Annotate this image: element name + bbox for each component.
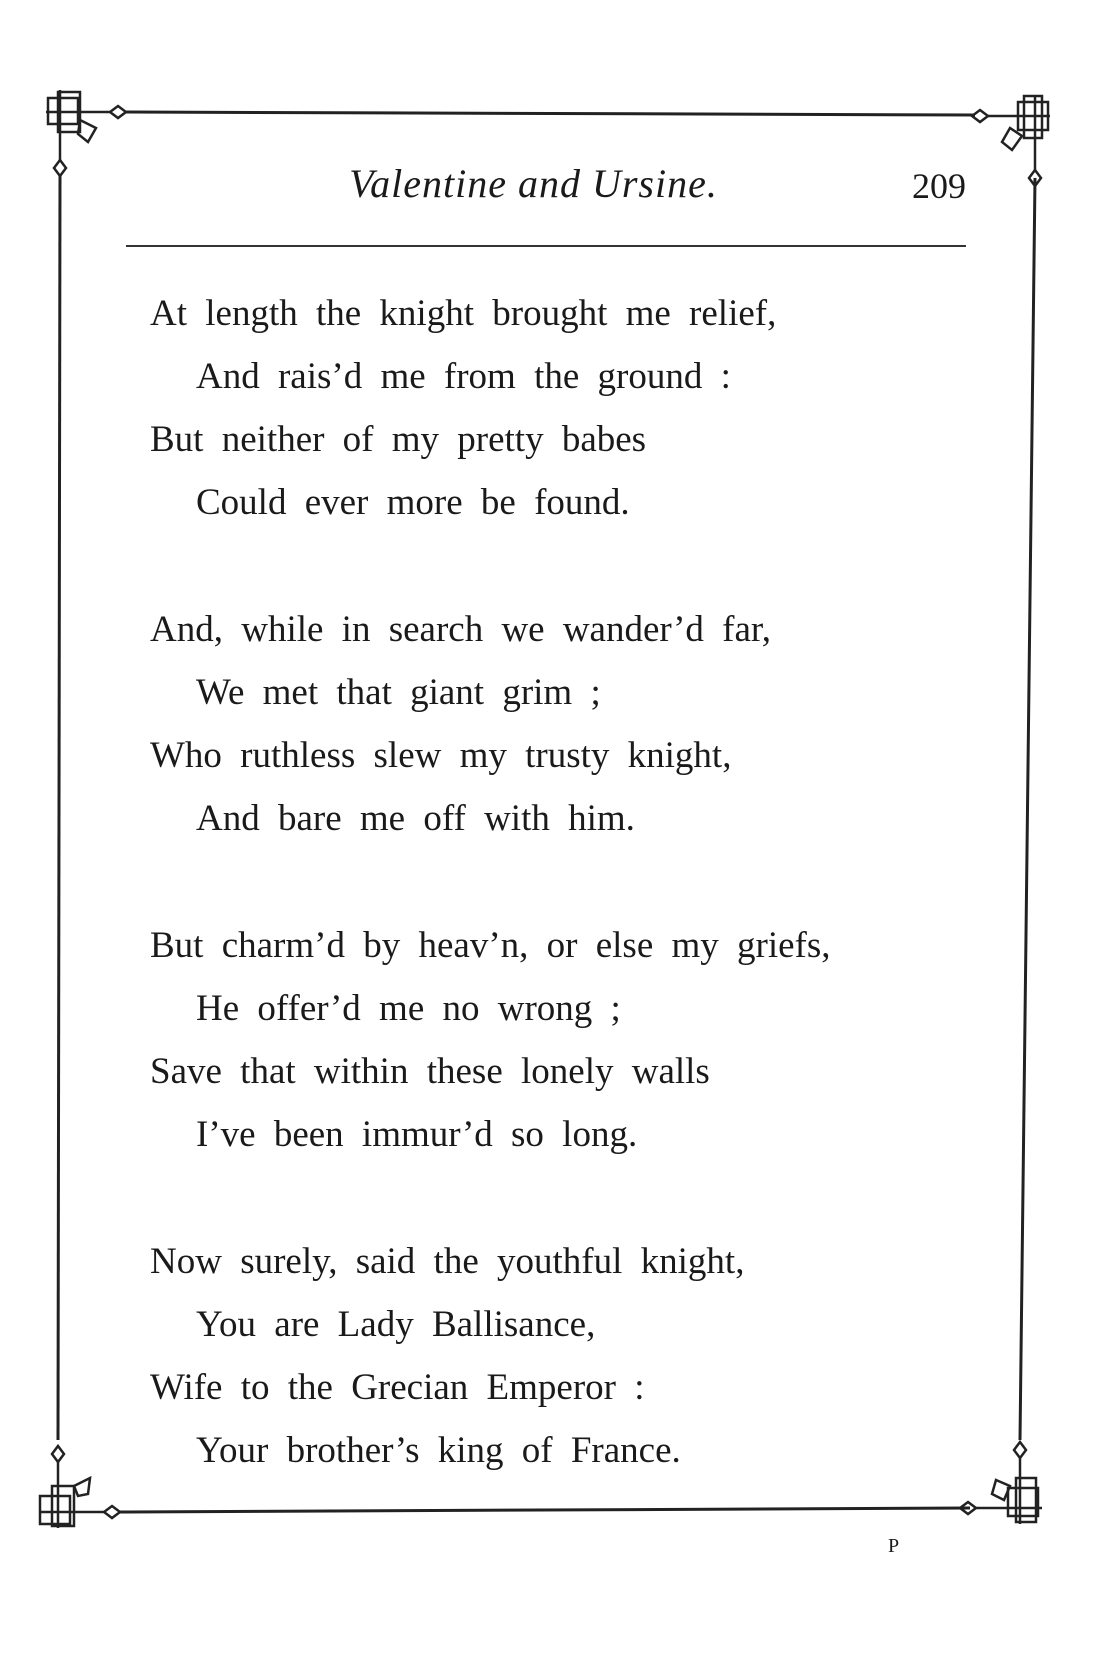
- stanza-4: [150, 1230, 970, 1482]
- poem-body: [150, 282, 970, 1482]
- border-bottom-line: [118, 1508, 970, 1512]
- border-left-line: [58, 175, 60, 1440]
- stanza-2: [150, 598, 970, 850]
- verse-line: Your brother’s king of France.: [196, 1430, 681, 1471]
- verse-line: And rais’d me from the ground :: [196, 356, 731, 397]
- verse-line: We met that giant grim ;: [196, 672, 601, 713]
- verse-line: And bare me off with him.: [196, 798, 635, 839]
- verse-line: He offer’d me no wrong ;: [196, 988, 621, 1029]
- verse-line: You are Lady Ballisance,: [196, 1304, 596, 1345]
- stanza-1: [150, 282, 970, 534]
- stanza-3: [150, 914, 970, 1166]
- header-title-text: Valentine and Ursine.: [349, 161, 718, 206]
- verse-line: Could ever more be found.: [196, 482, 630, 523]
- border-top-line: [125, 112, 975, 115]
- header-rule: [126, 245, 966, 247]
- page-number: 209: [912, 166, 966, 206]
- border-right-line: [1020, 178, 1035, 1440]
- verse-line: Save that within these lonely walls: [150, 1051, 710, 1092]
- verse-line: But neither of my pretty babes: [150, 419, 647, 460]
- verse-line: At length the knight brought me relief,: [150, 293, 777, 334]
- verse-line: And, while in search we wander’d far,: [150, 609, 771, 650]
- verse-line: Who ruthless slew my trusty knight,: [150, 735, 732, 776]
- verse-line: Wife to the Grecian Emperor :: [150, 1367, 645, 1408]
- verse-line: Now surely, said the youthful knight,: [150, 1241, 745, 1282]
- verse-line: But charm’d by heav’n, or else my griefs,: [150, 925, 831, 966]
- corner-ornament-bottom-left: [40, 1446, 120, 1528]
- signature-mark: P: [888, 1535, 900, 1557]
- verse-line: I’ve been immur’d so long.: [196, 1114, 638, 1155]
- corner-ornament-bottom-right: [960, 1442, 1042, 1524]
